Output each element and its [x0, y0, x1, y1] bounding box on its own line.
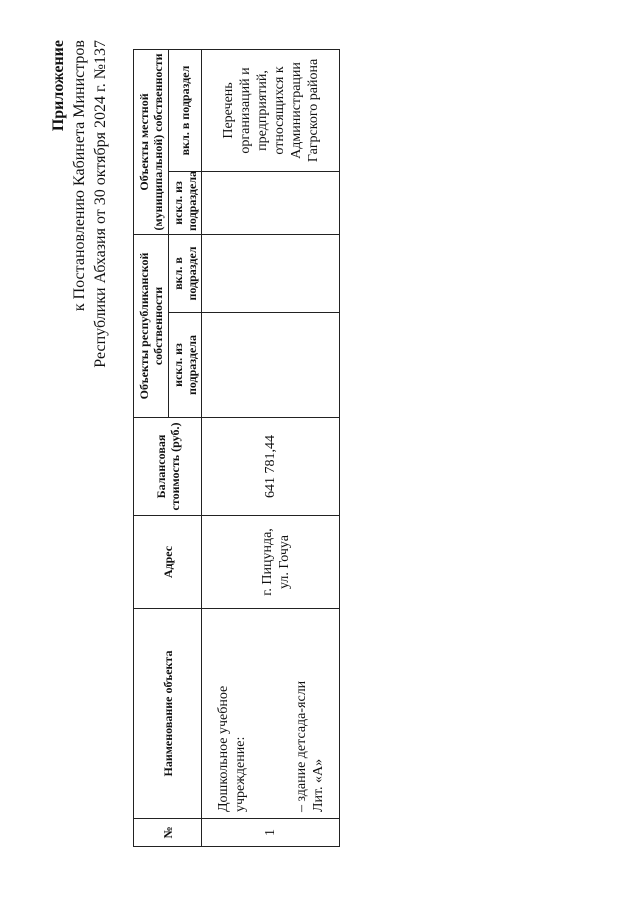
object-name-spacer [249, 615, 293, 812]
rep-excluded-cell [202, 313, 340, 418]
column-header-address: Адрес [134, 516, 202, 609]
object-name-line-2: – здание детсада-ясли [293, 680, 309, 812]
address-spacer [249, 522, 259, 602]
object-name-cell [202, 609, 340, 819]
column-group-republic: Объекты республиканской собственности [134, 234, 169, 417]
loc-excluded-cell [202, 171, 340, 234]
table-row [202, 49, 340, 846]
document-heading [48, 40, 111, 560]
column-header-cost: Балансовая стоимость (руб.) [134, 418, 202, 516]
property-transfer-table [133, 49, 340, 847]
object-name-line-3: Лит. «А» [310, 758, 326, 812]
column-header-rep-included: вкл. в подраздел [169, 234, 202, 312]
column-header-loc-excluded: искл. из подраздела [169, 171, 202, 234]
column-header-loc-included: вкл. в подраздел [169, 49, 202, 171]
appendix-reference-line-1: к Постановлению Кабинета Министров [71, 40, 88, 312]
appendix-reference-line-2: Республики Абхазия от 30 октября 2024 г. №137 [92, 40, 109, 368]
column-header-rep-excluded: искл. из подраздела [169, 313, 202, 418]
column-header-number: № [134, 819, 202, 847]
column-group-local: Объекты местной (муниципальной) собственности [134, 49, 169, 234]
loc-included-cell: Перечень организаций и предприятий, относящихся к Администрации Гагрского района [202, 49, 340, 171]
object-name-line-1: Дошкольное учебное учреждение: [215, 685, 248, 812]
row-number: 1 [202, 819, 340, 847]
column-header-name: Наименование объекта [134, 609, 202, 819]
rep-included-cell [202, 234, 340, 312]
address-cell [202, 516, 340, 609]
cost-cell: 641 781,44 [202, 418, 340, 516]
appendix-title: Приложение [50, 40, 67, 132]
address-line-2: ул. Гочуа [276, 535, 292, 589]
address-line-1: г. Пицунда, [259, 528, 275, 596]
